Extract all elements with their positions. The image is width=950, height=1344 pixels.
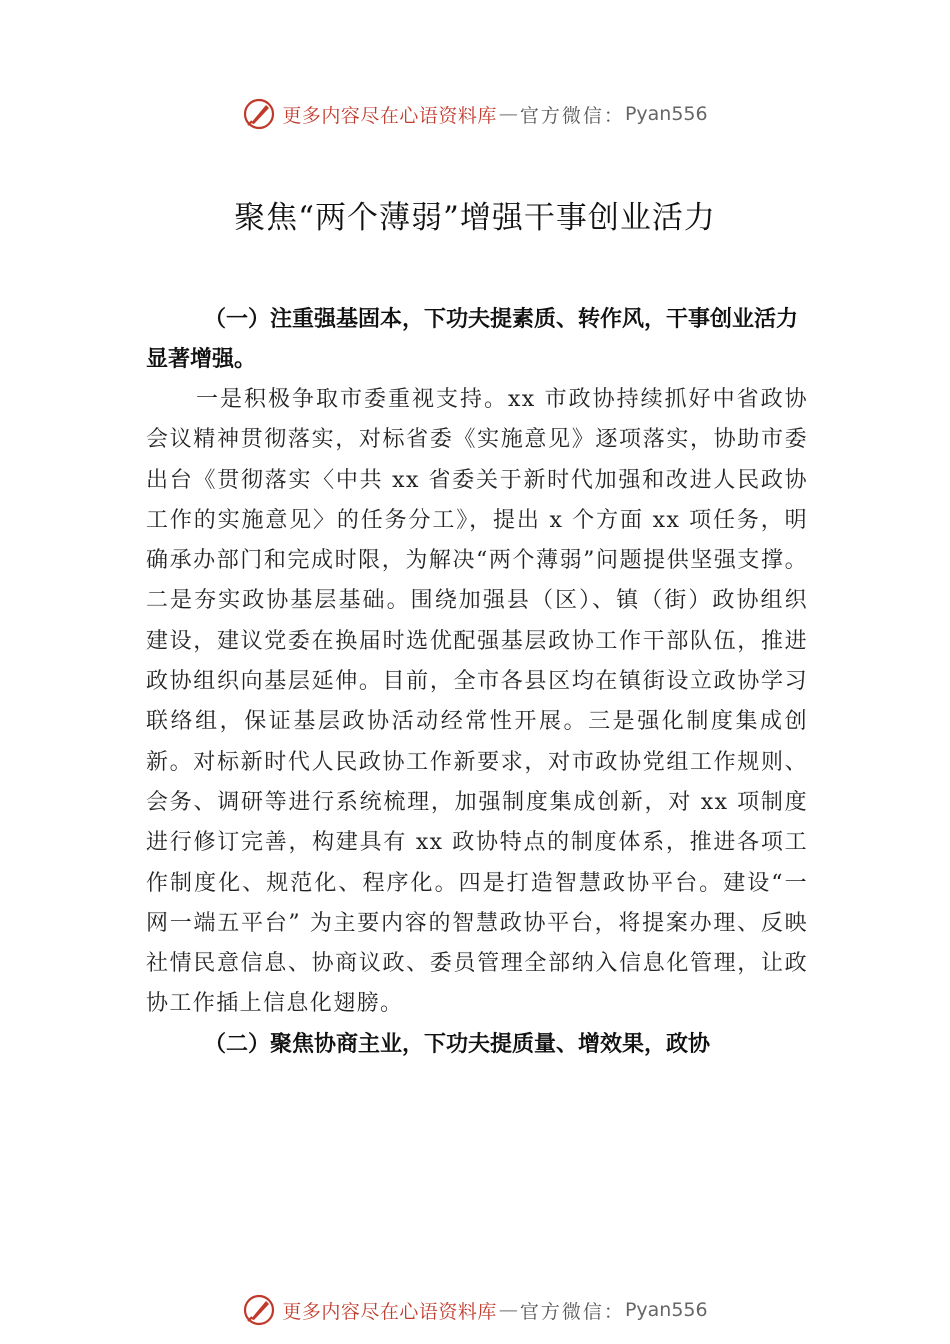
document-title: 聚焦“两个薄弱”增强干事创业活力 bbox=[234, 200, 716, 236]
banner-slogan: 更多内容尽在心语资料库 bbox=[282, 1300, 497, 1323]
banner-wechat-label: 官方微信： bbox=[519, 1300, 625, 1323]
banner-wechat-id: Pyan556 bbox=[624, 103, 708, 125]
quill-logo-icon bbox=[242, 97, 276, 131]
banner-slogan: 更多内容尽在心语资料库 bbox=[282, 104, 497, 127]
banner-separator: — bbox=[498, 103, 518, 125]
banner-separator: — bbox=[498, 1299, 518, 1321]
section1-heading: （一）注重强基固本，下功夫提素质、转作风，干事创业活力显著增强。 bbox=[146, 307, 799, 372]
banner-wechat-id: Pyan556 bbox=[624, 1299, 708, 1321]
document-body bbox=[146, 300, 808, 1065]
banner-wechat-label: 官方微信： bbox=[519, 104, 625, 127]
footer-banner bbox=[0, 1290, 950, 1330]
quill-logo-icon bbox=[242, 1293, 276, 1327]
section1-body: 一是积极争取市委重视支持。xx 市政协持续抓好中省政协会议精神贯彻落实，对标省委《实施意见》逐项落实，协助市委出台《贯彻落实〈中共 xx 省委关于新时代加强和改进人民政协工作的实施意见〉的任务分工》，提出 x 个方面 xx 项任务，明确承办部门和完成时限，为解决“两个薄弱”问题提供坚强支撑。二是夯实政协基层基础。围绕加强县（区）、镇（街）政协组织建设，建议党委在换届时选优配强基层政协工作干部队伍，推进政协组织向基层延伸。目前，全市各县区均在镇街设立政协学习联络组，保证基层政协活动经常性开展。三是强化制度集成创新。对标新时代人民政协工作新要求，对市政协党组工作规则、会务、调研等进行系统梳理，加强制度集成创新，对 xx 项制度进行修订完善，构建具有 xx 政协特点的制度体系，推进各项工作制度化、规范化、程序化。四是打造智慧政协平台。建设“一网一端五平台” 为主要内容的智慧政协平台，将提案办理、反映社情民意信息、协商议政、委员管理全部纳入信息化管理，让政协工作插上信息化翅膀。 bbox=[146, 387, 808, 1017]
section2-heading: （二）聚焦协商主业，下功夫提质量、增效果，政协 bbox=[204, 1031, 711, 1057]
header-banner bbox=[0, 94, 950, 134]
